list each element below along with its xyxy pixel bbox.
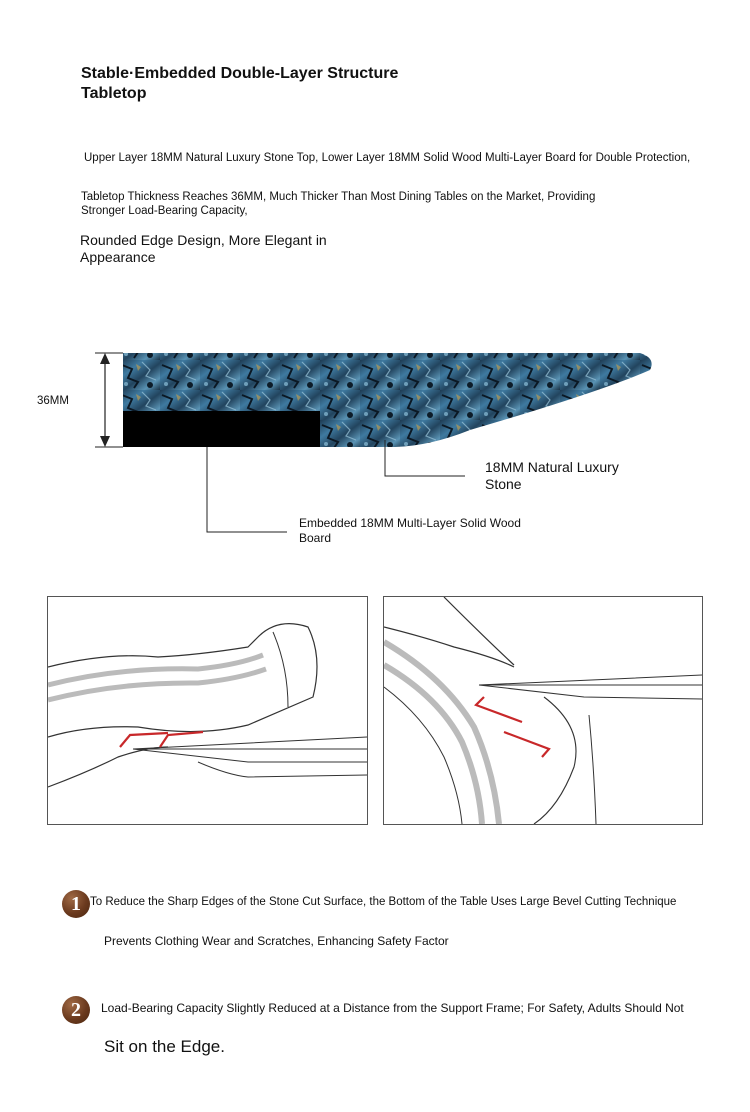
note-2-continuation: Sit on the Edge. — [104, 1037, 225, 1056]
note-1-badge-icon: 1 — [62, 890, 90, 918]
illustration-arm-on-edge — [47, 596, 368, 825]
thickness-label: 36MM — [37, 395, 69, 407]
description-line-structure: Upper Layer 18MM Natural Luxury Stone Top, Lower Layer 18MM Solid Wood Multi-Layer Board for Double Protection, — [84, 152, 691, 164]
illustration-leg-on-edge — [383, 596, 703, 825]
description-line-rounded-edge: Rounded Edge Design, More Elegant in Appearance — [80, 232, 327, 266]
note-2-text: Load-Bearing Capacity Slightly Reduced at a Distance from the Support Frame; For Safety, Adults Should Not — [101, 1001, 684, 1015]
description-line-thickness: Tabletop Thickness Reaches 36MM, Much Thicker Than Most Dining Tables on the Market, Providing Stronger Load-Bearing Capacity, — [81, 191, 596, 218]
note-2-badge-icon: 2 — [62, 996, 90, 1024]
note-1-continuation: Prevents Clothing Wear and Scratches, Enhancing Safety Factor — [104, 934, 449, 948]
stone-layer-label: 18MM Natural Luxury Stone — [485, 459, 619, 493]
page-title: Stable·Embedded Double-Layer Structure Tabletop — [81, 65, 399, 102]
wood-board-label: Embedded 18MM Multi-Layer Solid Wood Board — [299, 516, 521, 545]
note-1-text: To Reduce the Sharp Edges of the Stone Cut Surface, the Bottom of the Table Uses Large Bevel Cutting Technique — [90, 896, 677, 908]
wood-board-layer — [123, 411, 320, 447]
